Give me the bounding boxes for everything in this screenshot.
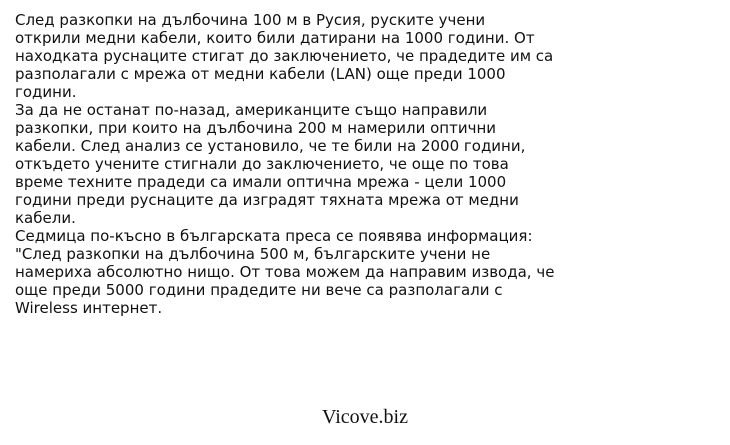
text-line: открили медни кабели, които били датирани на 1000 години. От	[15, 29, 535, 47]
text-line: Wireless интернет.	[15, 299, 163, 317]
text-line: намериха абсолютно нищо. От това можем да направим извода, че	[15, 263, 555, 281]
site-watermark: Vicove.biz	[322, 406, 408, 428]
text-line: кабели.	[15, 209, 76, 227]
text-line: време техните прадеди са имали оптична мрежа - цели 1000	[15, 173, 507, 191]
joke-text	[15, 11, 720, 317]
text-line: още преди 5000 години прадедите ни вече са разполагали с	[15, 281, 503, 299]
text-line: разполагали с мрежа от медни кабели (LAN) още преди 1000	[15, 65, 506, 83]
text-line: години.	[15, 83, 77, 101]
text-line: кабели. След анализ се установило, че те били на 2000 години,	[15, 137, 526, 155]
text-line: откъдето учените стигнали до заключението, че още по това	[15, 155, 509, 173]
text-line: разкопки, при които на дълбочина 200 м намерили оптични	[15, 119, 497, 137]
text-line: Седмица по-късно в българската преса се появява информация:	[15, 227, 533, 245]
text-line: След разкопки на дълбочина 100 м в Русия, руските учени	[15, 11, 486, 29]
text-line: години преди руснаците да изградят тяхната мрежа от медни	[15, 191, 519, 209]
text-line: находката руснаците стигат до заключението, че прадедите им са	[15, 47, 554, 65]
text-line: "След разкопки на дълбочина 500 м, българските учени не	[15, 245, 491, 263]
text-line: За да не останат по-назад, американците също направили	[15, 101, 488, 119]
